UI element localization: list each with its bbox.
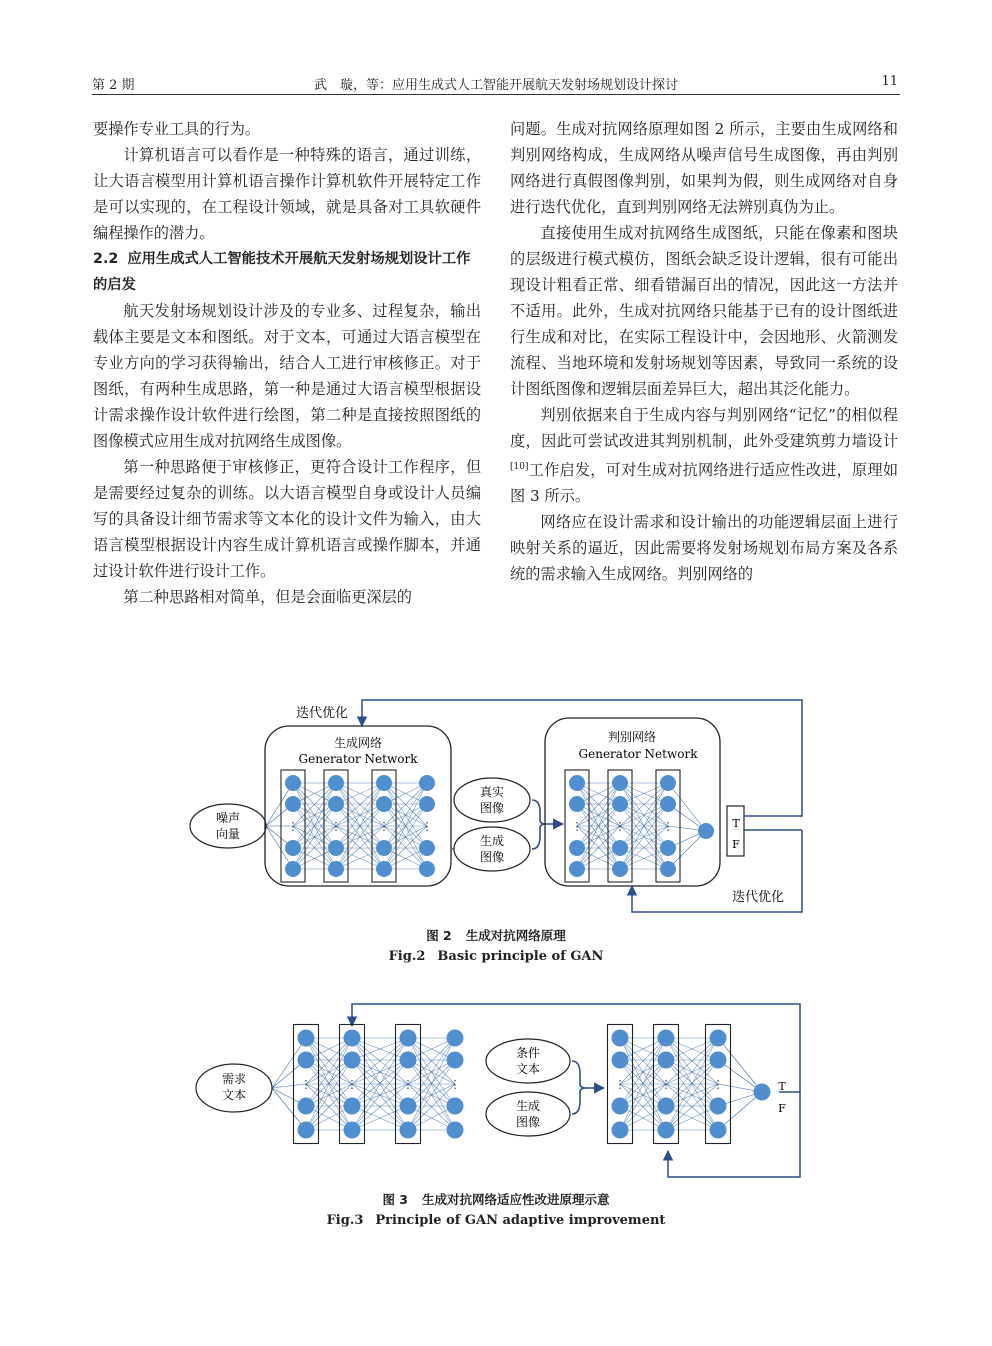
nn-node bbox=[612, 775, 628, 791]
nn-node bbox=[660, 796, 676, 812]
nn-node bbox=[447, 1030, 464, 1047]
paragraph: 航天发射场规划设计涉及的专业多、过程复杂，输出载体主要是文本和图纸。对于文本，可通过大语言模型在专业方向的学习获得输出，结合人工进行审核修正。对于图纸，有两种生成思路，第一种是通过大语言模型根据设计需求操作设计软件进行绘图，第二种是直接按照图纸的图像模式应用生成对抗网络生成图像。 bbox=[93, 302, 481, 450]
real-image-label-1: 真实 bbox=[479, 785, 505, 799]
nn-ellipsis: ⋮ bbox=[330, 820, 342, 833]
paragraph: 直接使用生成对抗网络生成图纸，只能在像素和图块的层级进行模式模仿，图纸会缺乏设计逻辑，很有可能出现设计粗看正常、细看错漏百出的情况，因此这一方法并不适用。此外，生成对抗网络只能基于已有的设计图纸进行生成和对比，在实际工程设计中，会因地形、火箭测发流程、当地环境和发射场规划等因素，导致同一系统的设计图纸图像和逻辑层面差异巨大，超出其泛化能力。 bbox=[510, 224, 898, 398]
nn-node bbox=[400, 1030, 417, 1047]
generated-image-label-1: 生成 bbox=[479, 834, 505, 848]
figure-3-number-en: Fig.3 bbox=[326, 1213, 364, 1228]
figure-2-title-zh: 生成对抗网络原理 bbox=[465, 928, 566, 943]
nn-node bbox=[569, 796, 585, 812]
nn-node bbox=[328, 840, 344, 856]
nn-node bbox=[658, 1030, 675, 1047]
output-false: F bbox=[778, 1102, 786, 1115]
paragraph: 第二种思路相对简单，但是会面临更深层的 bbox=[123, 588, 412, 606]
generated-image-label-2: 图像 bbox=[515, 1115, 541, 1129]
figure-2-caption-zh bbox=[0, 926, 992, 944]
real-image-label-2: 图像 bbox=[479, 801, 505, 815]
nn-ellipsis: ⋮ bbox=[662, 820, 674, 833]
figure-3-number-zh: 图 3 bbox=[382, 1192, 409, 1207]
output-true: T bbox=[732, 817, 740, 830]
nn-node bbox=[328, 775, 344, 791]
nn-node bbox=[376, 861, 392, 877]
condition-label-1: 条件 bbox=[515, 1046, 541, 1060]
nn-ellipsis: ⋮ bbox=[287, 820, 299, 833]
nn-node bbox=[419, 840, 435, 856]
nn-ellipsis: ⋮ bbox=[378, 820, 390, 833]
nn-ellipsis: ⋮ bbox=[300, 1078, 312, 1091]
figure-2-number-zh: 图 2 bbox=[426, 928, 452, 943]
nn-node bbox=[658, 1122, 675, 1139]
issue-number: 第 2 期 bbox=[92, 78, 135, 93]
left-column bbox=[93, 116, 481, 610]
nn-node bbox=[658, 1052, 675, 1069]
feedback-label-top: 迭代优化 bbox=[295, 706, 349, 721]
nn-ellipsis: ⋮ bbox=[614, 820, 626, 833]
nn-node bbox=[285, 775, 301, 791]
paragraph: 要操作专业工具的行为。 bbox=[93, 120, 261, 138]
paragraph: 计算机语言可以看作是一种特殊的语言，通过训练，让大语言模型用计算机语言操作计算机软件开展特定工作是可以实现的，在工程设计领域，就是具备对工具软硬件编程操作的潜力。 bbox=[93, 146, 481, 242]
nn-ellipsis: ⋮ bbox=[346, 1078, 358, 1091]
nn-ellipsis: ⋮ bbox=[402, 1078, 414, 1091]
nn-node bbox=[285, 861, 301, 877]
nn-node bbox=[612, 840, 628, 856]
nn-node bbox=[376, 840, 392, 856]
nn-node bbox=[376, 796, 392, 812]
generator-subtitle: Generator Network bbox=[298, 752, 418, 766]
nn-node bbox=[400, 1052, 417, 1069]
nn-node bbox=[447, 1098, 464, 1115]
figure-3-title-en: Principle of GAN adaptive improvement bbox=[375, 1213, 666, 1228]
feedback-label-bottom: 迭代优化 bbox=[731, 890, 785, 905]
noise-label-2: 向量 bbox=[215, 827, 241, 841]
citation-ref: [10] bbox=[510, 462, 529, 472]
output-false: F bbox=[732, 838, 740, 851]
figure-2-number-en: Fig.2 bbox=[388, 949, 426, 964]
nn-node bbox=[344, 1052, 361, 1069]
nn-node bbox=[658, 1098, 675, 1115]
section-heading bbox=[93, 246, 481, 298]
nn-node bbox=[569, 861, 585, 877]
nn-node bbox=[419, 775, 435, 791]
paragraph bbox=[510, 402, 898, 509]
nn-node bbox=[419, 796, 435, 812]
discriminator-subtitle: Generator Network bbox=[578, 747, 698, 761]
noise-label-1: 噪声 bbox=[215, 811, 241, 825]
nn-ellipsis: ⋮ bbox=[614, 1078, 626, 1091]
figure-3-adaptive-gan-diagram bbox=[0, 996, 992, 1186]
paragraph: 问题。生成对抗网络原理如图 2 所示，主要由生成网络和判别网络构成，生成网络从噪声信号生成图像，再由判别网络进行真假图像判别，如果判为假，则生成网络对自身进行迭代优化，直到判别网络无法辨别真伪为止。 bbox=[510, 120, 898, 216]
nn-node bbox=[400, 1098, 417, 1115]
nn-node bbox=[569, 840, 585, 856]
nn-node bbox=[612, 796, 628, 812]
nn-node bbox=[710, 1098, 727, 1115]
nn-node bbox=[328, 796, 344, 812]
nn-node bbox=[285, 840, 301, 856]
output-true: T bbox=[778, 1080, 786, 1093]
merge-brace bbox=[532, 800, 546, 849]
nn-node bbox=[612, 861, 628, 877]
figure-3-caption-en bbox=[0, 1213, 992, 1228]
nn-node bbox=[400, 1122, 417, 1139]
generated-image-label-2: 图像 bbox=[479, 850, 505, 864]
nn-ellipsis: ⋮ bbox=[712, 1078, 724, 1091]
nn-node bbox=[285, 796, 301, 812]
discriminator-title: 判别网络 bbox=[607, 730, 657, 744]
nn-node bbox=[612, 1122, 629, 1139]
nn-node bbox=[710, 1030, 727, 1047]
nn-node bbox=[344, 1122, 361, 1139]
nn-node bbox=[612, 1098, 629, 1115]
nn-node bbox=[660, 840, 676, 856]
section-title: 应用生成式人工智能技术开展航天发射场规划设计工作的启发 bbox=[93, 251, 471, 293]
nn-ellipsis: ⋮ bbox=[421, 820, 433, 833]
right-column bbox=[510, 116, 898, 587]
nn-node bbox=[447, 1122, 464, 1139]
figure-3-title-zh: 生成对抗网络适应性改进原理示意 bbox=[422, 1192, 610, 1207]
page-number: 11 bbox=[881, 74, 898, 89]
paragraph: 第一种思路便于审核修正，更符合设计工作程序，但是需要经过复杂的训练。以大语言模型自身或设计人员编写的具备设计细节需求等文本化的设计文件为输入，由大语言模型根据设计内容生成计算机语言或操作脚本，并通过设计软件进行设计工作。 bbox=[93, 458, 481, 580]
nn-node bbox=[419, 861, 435, 877]
nn-ellipsis: ⋮ bbox=[571, 820, 583, 833]
figure-2-caption-en bbox=[0, 949, 992, 964]
paragraph: 网络应在设计需求和设计输出的功能逻辑层面上进行映射关系的逼近，因此需要将发射场规划布局方案及各系统的需求输入生成网络。判别网络的 bbox=[510, 513, 898, 584]
demand-label-1: 需求 bbox=[221, 1072, 247, 1086]
nn-node bbox=[344, 1098, 361, 1115]
section-number: 2.2 bbox=[93, 251, 119, 267]
nn-node bbox=[710, 1122, 727, 1139]
running-header bbox=[92, 70, 900, 95]
figure-2-gan-diagram bbox=[0, 690, 992, 920]
nn-node bbox=[376, 775, 392, 791]
feedback-arrow-top bbox=[352, 1004, 800, 1092]
figure-2-title-en: Basic principle of GAN bbox=[437, 949, 604, 964]
figure-3-caption-zh bbox=[0, 1190, 992, 1208]
demand-label-2: 文本 bbox=[221, 1088, 247, 1102]
nn-node bbox=[344, 1030, 361, 1047]
merge-brace bbox=[572, 1061, 586, 1114]
nn-node bbox=[612, 1052, 629, 1069]
nn-node bbox=[298, 1098, 315, 1115]
nn-node bbox=[710, 1052, 727, 1069]
nn-node bbox=[660, 775, 676, 791]
nn-node bbox=[328, 861, 344, 877]
generator-title: 生成网络 bbox=[333, 736, 383, 750]
running-title: 武 璇，等：应用生成式人工智能开展航天发射场规划设计探讨 bbox=[313, 78, 678, 93]
generated-image-label-1: 生成 bbox=[515, 1099, 541, 1113]
nn-node bbox=[569, 775, 585, 791]
paragraph-text: 判别依据来自于生成内容与判别网络“记忆”的相似程度，因此可尝试改进其判别机制，此外受建筑剪力墙设计 bbox=[510, 406, 898, 450]
nn-node bbox=[612, 1030, 629, 1047]
paragraph-text: 工作启发，可对生成对抗网络进行适应性改进，原理如图 3 所示。 bbox=[510, 461, 898, 506]
nn-ellipsis: ⋮ bbox=[660, 1078, 672, 1091]
nn-node bbox=[660, 861, 676, 877]
condition-label-2: 文本 bbox=[515, 1062, 541, 1076]
nn-output-node bbox=[754, 1084, 771, 1101]
nn-ellipsis: ⋮ bbox=[449, 1078, 461, 1091]
nn-output-node bbox=[698, 823, 714, 839]
nn-node bbox=[298, 1122, 315, 1139]
nn-node bbox=[298, 1052, 315, 1069]
nn-node bbox=[447, 1052, 464, 1069]
nn-node bbox=[298, 1030, 315, 1047]
